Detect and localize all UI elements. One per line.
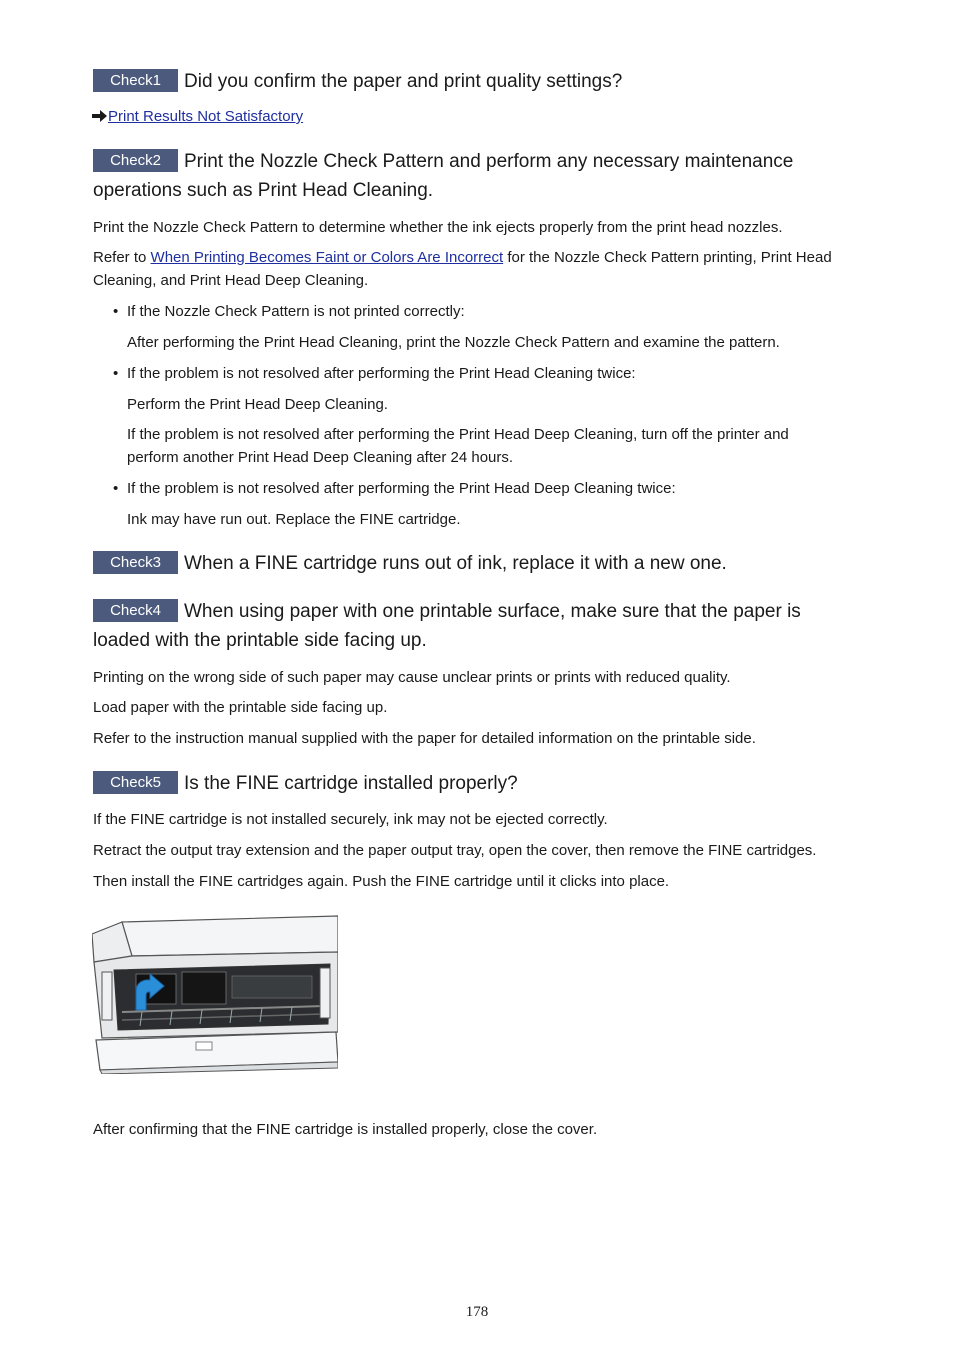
bullet-2-body-1: Perform the Print Head Deep Cleaning. [127,396,388,413]
check2-title: Print the Nozzle Check Pattern and perform any necessary maintenance operations such as Print Head Cleaning. [93,151,794,201]
check2-heading [93,147,833,205]
bullet-3-body: Ink may have run out. Replace the FINE cartridge. [127,511,461,528]
check5-title: Is the FINE cartridge installed properly? [184,773,518,794]
check1-title: Did you confirm the paper and print quality settings? [184,71,623,92]
check4-paragraph-3: Refer to the instruction manual supplied with the paper for detailed information on the printable side. [93,730,756,747]
check5-heading [93,769,833,798]
bullet-1-head: If the Nozzle Check Pattern is not printed correctly: [127,303,465,320]
check2-badge: Check2 [93,149,178,172]
check4-badge: Check4 [93,599,178,622]
check5-paragraph-3: Then install the FINE cartridges again. Push the FINE cartridge until it clicks into place. [93,873,670,890]
check1-badge: Check1 [93,69,178,92]
after-figure-paragraph: After confirming that the FINE cartridge is installed properly, close the cover. [93,1121,598,1138]
check5-paragraph-1: If the FINE cartridge is not installed securely, ink may not be ejected correctly. [93,811,608,828]
check4-paragraph-2: Load paper with the printable side facing up. [93,699,388,716]
check3-heading [93,549,833,578]
refer-prefix: Refer to [93,249,151,266]
check5-badge: Check5 [93,771,178,794]
bullet-3-head: If the problem is not resolved after performing the Print Head Deep Cleaning twice: [127,480,676,497]
bullet-1-body: After performing the Print Head Cleaning, print the Nozzle Check Pattern and examine the pattern. [127,334,780,351]
bullet-3-marker: • [113,480,119,497]
page-number: 178 [465,1304,489,1320]
check5-paragraph-2: Retract the output tray extension and the paper output tray, open the cover, then remove the FINE cartridges. [93,842,817,859]
faint-colors-incorrect-link[interactable]: When Printing Becomes Faint or Colors Are Incorrect [150,249,504,266]
bullet-1-marker: • [113,303,119,320]
check4-heading [93,597,833,655]
bullet-2-body-2: If the problem is not resolved after performing the Print Head Deep Cleaning, turn off the printer and perform another Print Head Deep Cleaning after 24 hours. [127,426,789,466]
cartridge-install-illustration [92,912,338,1074]
check3-title: When a FINE cartridge runs out of ink, replace it with a new one. [184,553,727,574]
bullet-2-marker: • [113,365,119,382]
check1-reference [92,107,303,127]
check2-refer-paragraph [93,246,863,292]
check2-intro: Print the Nozzle Check Pattern to determine whether the ink ejects properly from the print head nozzles. [93,219,783,236]
print-results-not-satisfactory-link[interactable]: Print Results Not Satisfactory [108,108,304,125]
check4-title: When using paper with one printable surface, make sure that the paper is loaded with the printable side facing up. [93,601,801,651]
right-arrow-icon [92,110,107,122]
refer-suffix: for the Nozzle Check Pattern printing, Print Head Cleaning, and Print Head Deep Cleaning. [93,249,832,289]
check1-heading [93,67,833,96]
check4-paragraph-1: Printing on the wrong side of such paper may cause unclear prints or prints with reduced quality. [93,669,731,686]
bullet-2-head: If the problem is not resolved after performing the Print Head Cleaning twice: [127,365,636,382]
check3-badge: Check3 [93,551,178,574]
